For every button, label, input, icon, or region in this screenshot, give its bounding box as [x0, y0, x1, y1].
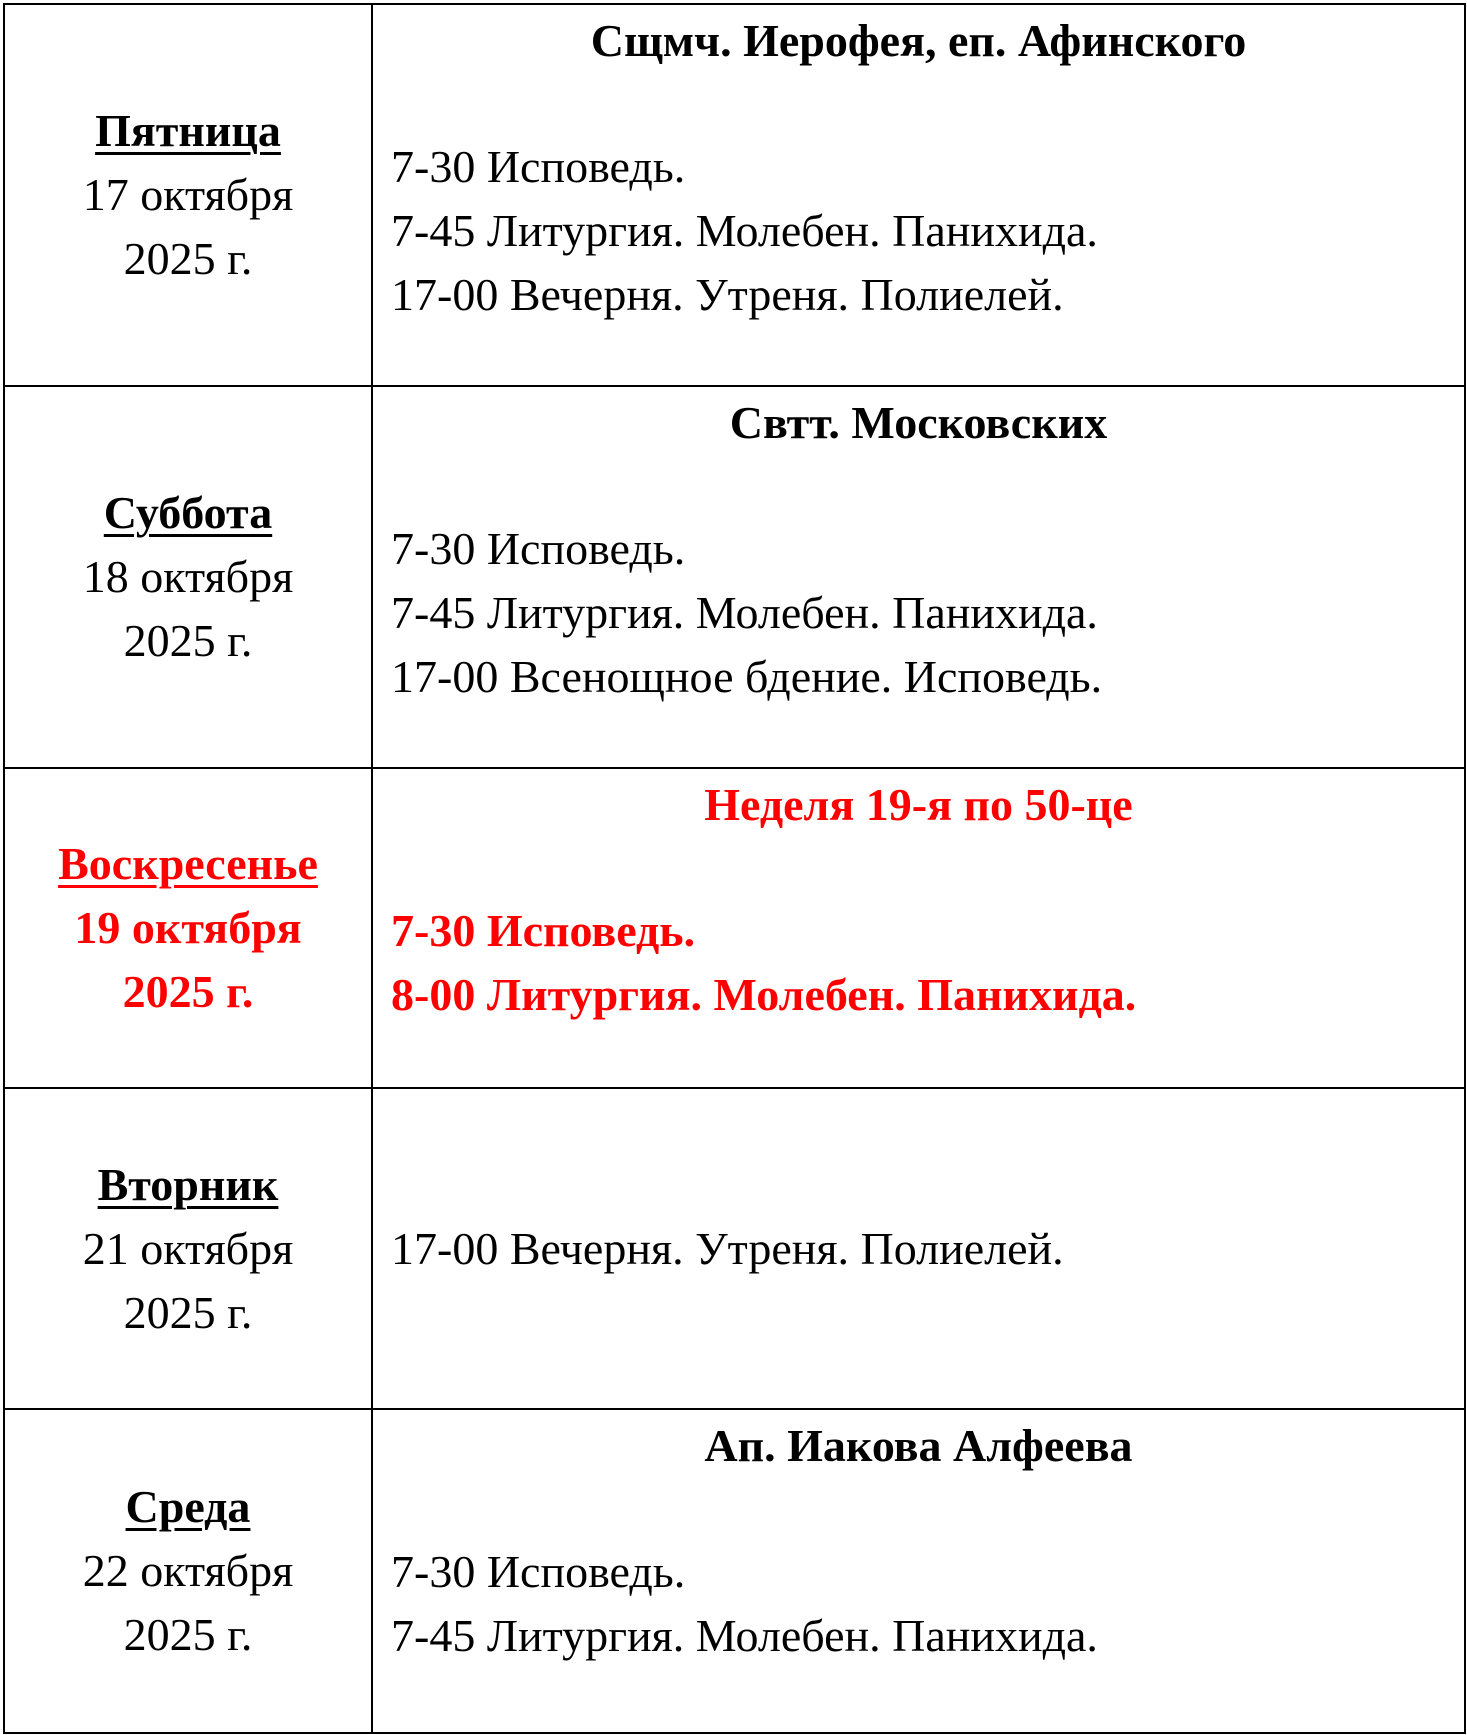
date: 21 октября	[82, 1222, 294, 1274]
date: 19 октября	[74, 902, 302, 953]
day-name: Пятница	[95, 105, 281, 156]
day-name: Суббота	[103, 487, 273, 538]
day-cell	[4, 4, 372, 386]
service-item: 7-30 Исповедь.	[391, 1546, 686, 1597]
date: 22 октября	[82, 1545, 294, 1596]
feast-title: Сщмч. Иерофея, еп. Афинского	[590, 15, 1247, 66]
day-name: Вторник	[97, 1158, 279, 1210]
events-cell	[372, 768, 1465, 1088]
service-item: 7-30 Исповедь.	[391, 141, 686, 192]
service-item: 7-45 Литургия. Молебен. Панихида.	[391, 587, 1098, 638]
service-item: 8-00 Литургия. Молебен. Панихида.	[391, 969, 1137, 1020]
table-row	[4, 4, 1465, 386]
day-name: Воскресенье	[58, 838, 318, 889]
day-cell	[4, 386, 372, 768]
service-item: 7-30 Исповедь.	[391, 905, 696, 956]
date: 17 октября	[82, 169, 294, 220]
service-list	[391, 135, 1454, 327]
feast-title: Свтт. Московских	[729, 397, 1108, 448]
year: 2025 г.	[123, 1609, 253, 1660]
service-list	[391, 899, 1454, 1027]
year: 2025 г.	[123, 615, 253, 666]
feast-title: Неделя 19-я по 50-це	[704, 779, 1133, 830]
feast-title: Ап. Иакова Алфеева	[704, 1420, 1133, 1471]
service-list	[391, 1540, 1454, 1668]
service-list	[391, 517, 1454, 709]
year: 2025 г.	[122, 966, 254, 1017]
service-item: 17-00 Всенощное бдение. Исповедь.	[391, 651, 1103, 702]
table-row	[4, 1409, 1465, 1733]
schedule-table	[3, 3, 1466, 1734]
year: 2025 г.	[123, 233, 253, 284]
events-cell	[372, 1409, 1465, 1733]
service-item: 17-00 Вечерня. Утреня. Полиелей.	[391, 269, 1064, 320]
events-cell	[372, 1088, 1465, 1409]
day-name: Среда	[125, 1481, 251, 1532]
year: 2025 г.	[123, 1286, 253, 1338]
table-row	[4, 1088, 1465, 1409]
day-cell	[4, 1088, 372, 1409]
service-item: 7-45 Литургия. Молебен. Панихида.	[391, 205, 1098, 256]
table-row	[4, 386, 1465, 768]
table-row	[4, 768, 1465, 1088]
day-cell	[4, 1409, 372, 1733]
day-cell	[4, 768, 372, 1088]
service-list	[391, 1217, 1454, 1281]
date: 18 октября	[82, 551, 294, 602]
events-cell	[372, 4, 1465, 386]
events-cell	[372, 386, 1465, 768]
service-item: 7-30 Исповедь.	[391, 523, 686, 574]
service-item: 7-45 Литургия. Молебен. Панихида.	[391, 1610, 1098, 1661]
service-item: 17-00 Вечерня. Утреня. Полиелей.	[391, 1223, 1064, 1274]
